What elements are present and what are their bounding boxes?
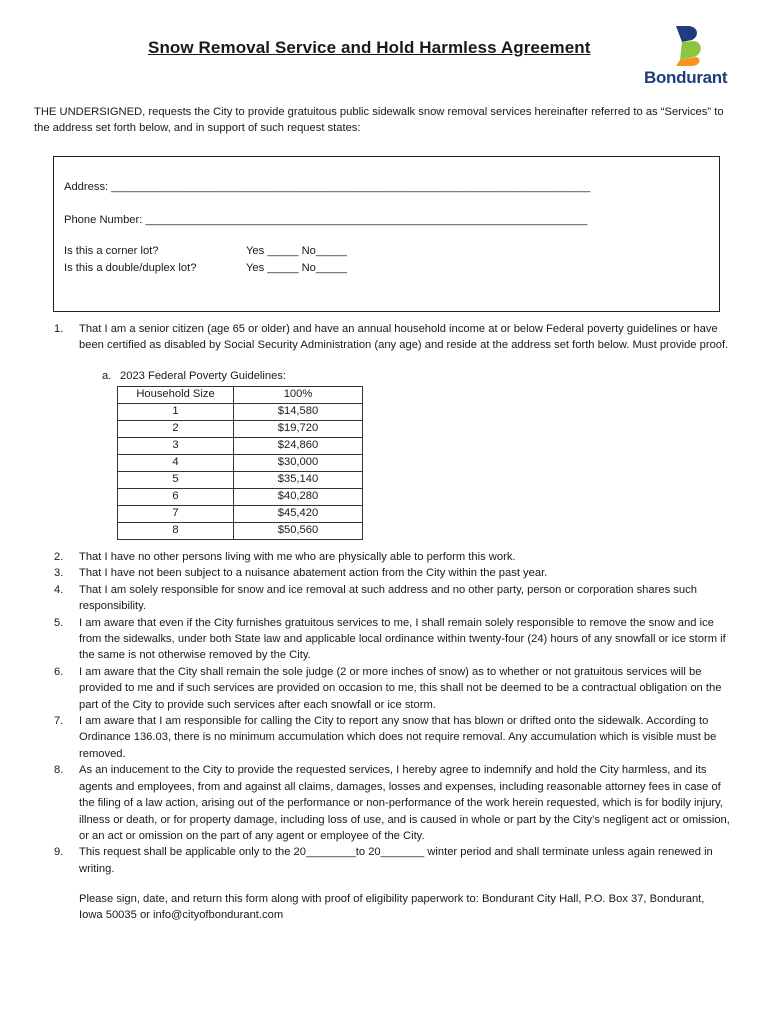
requirements-list-part2 [54,549,736,877]
list-item [54,664,736,713]
income-cell: $40,280 [234,489,363,506]
household-size-cell: 3 [118,438,234,455]
poverty-guidelines-table [117,386,363,540]
list-item [54,762,736,844]
income-cell: $14,580 [234,404,363,421]
duplex-label: Is this a double/duplex lot? [64,262,197,274]
table-header-row [118,387,363,404]
requirements-list-part1 [54,321,736,354]
poverty-guidelines-title [102,370,286,382]
list-item-text: That I have not been subject to a nuisance abatement action from the City within the past year. [79,567,548,580]
list-item-number: 8. [54,764,64,777]
income-cell: $45,420 [234,506,363,523]
income-cell: $30,000 [234,455,363,472]
table-row [118,421,363,438]
income-cell: $24,860 [234,438,363,455]
duplex-options[interactable]: Yes _____ No_____ [246,262,347,274]
corner-lot-options[interactable]: Yes _____ No_____ [246,245,347,257]
poverty-title-text: 2023 Federal Poverty Guidelines: [120,370,287,382]
list-item-number: 3. [54,567,64,580]
income-cell: $35,140 [234,472,363,489]
list-item-number: 1. [54,323,64,335]
household-size-cell: 6 [118,489,234,506]
address-field[interactable]: Address: _____________________________________________________________________________ [64,181,591,193]
list-item-text: I am aware that the City shall remain the sole judge (2 or more inches of snow) as to whether or not gratuitous services will be provided to me and if such services are provided on occasion to me, this shall not be deemed to be a contractual obligation on the part of the City to provide such services after each snowfall or ice storm. [79,665,722,711]
list-item-number: 6. [54,665,64,678]
phone-field[interactable]: Phone Number: _______________________________________________________________________ [64,214,588,226]
closing-instructions: Please sign, date, and return this form along with proof of eligibility paperwork to: Bondurant City Hall, P.O. Box 37, Bondurant, Iowa 50035 or info@cityofbondurant.com [79,893,705,922]
table-row [118,472,363,489]
list-item [54,321,736,354]
page-title: Snow Removal Service and Hold Harmless Agreement [148,38,591,57]
table-row [118,404,363,421]
list-item-text: I am aware that even if the City furnishes gratuitous services to me, I shall remain solely responsible to remove the snow and ice from the sidewalks, under both State law and applicable local ordinance within twenty-four (24) hours of any snowfall or ice storm if the same is not otherwise removed by the City. [79,616,726,662]
list-item-number: 2. [54,551,64,563]
table-row [118,506,363,523]
table-row [118,523,363,540]
list-item [54,844,736,877]
list-item-number: 5. [54,616,64,629]
list-item-number: 4. [54,583,64,596]
table-row [118,455,363,472]
sub-item-letter: a. [102,370,112,382]
applicant-info-box [53,156,720,312]
table-row [118,438,363,455]
list-item-text: That I am a senior citizen (age 65 or older) and have an annual household income at or below Federal poverty guidelines or have been certified as disabled by Social Security Administration (any age) and reside at the address set forth below. Must provide proof. [79,323,729,352]
household-size-cell: 1 [118,404,234,421]
list-item [54,565,736,581]
list-item-text: That I have no other persons living with me who are physically able to perform this work. [79,551,516,563]
list-item-number: 7. [54,715,64,728]
intro-paragraph: THE UNDERSIGNED, requests the City to provide gratuitous public sidewalk snow removal services hereinafter referred to as “Services” to the address set forth below, and in support of such request states: [34,106,724,134]
household-size-cell: 2 [118,421,234,438]
list-item-text: This request shall be applicable only to the 20________to 20_______ winter period and shall terminate unless again renewed in writing. [79,846,713,875]
list-item-text: That I am solely responsible for snow and ice removal at such address and no other party, person or corporation shares such responsibility. [79,583,697,613]
household-size-cell: 5 [118,472,234,489]
bondurant-logo [642,24,742,92]
income-cell: $50,560 [234,523,363,540]
list-item [54,582,736,615]
list-item [54,549,736,565]
logo-text: Bondurant [644,68,728,87]
corner-lot-label: Is this a corner lot? [64,245,159,257]
household-size-cell: 7 [118,506,234,523]
income-cell: $19,720 [234,421,363,438]
bondurant-b-icon [672,24,706,68]
list-item [54,713,736,762]
household-size-cell: 8 [118,523,234,540]
header-household-size: Household Size [118,387,234,404]
header-percent: 100% [234,387,363,404]
list-item-text: As an inducement to the City to provide the requested services, I hereby agree to indemnify and hold the City harmless, and its agents and employees, from and against all claims, damages, losses and expenses, including reasonable attorney fees in case of the filing of a law action, arising out of the performance or non-performance of the work herein requested, which is for bodily injury, illness or death, or for property damage, including loss of use, and is caused in whole or part by the City’s negligent act or omission, or an act or omission on the part of any agent or employee of the City. [79,764,730,842]
list-item-text: I am aware that I am responsible for calling the City to report any snow that has blown or drifted onto the sidewalk. According to Ordinance 136.03, there is no minimum accumulation which does not require removal. Any accumulation which is visible must be removed. [79,715,717,760]
list-item [54,615,736,664]
table-row [118,489,363,506]
household-size-cell: 4 [118,455,234,472]
list-item-number: 9. [54,846,64,859]
